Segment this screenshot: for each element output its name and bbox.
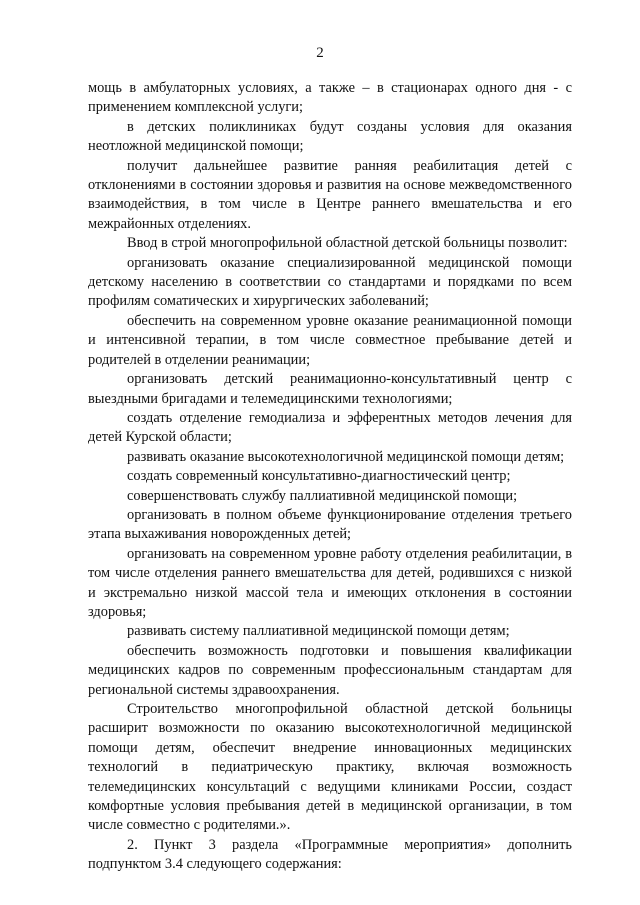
paragraph: развивать систему паллиативной медицинской помощи детям; <box>127 623 510 640</box>
paragraph: организовать детский реанимационно-консультативный центр с выездными бригадами и телемедицинскими технологиями; <box>88 371 572 407</box>
paragraph: 2. Пункт 3 раздела «Программные мероприятия» дополнить подпунктом 3.4 следующего содержания: <box>88 836 572 873</box>
paragraph: Строительство многопрофильной областной детской больницы расширит возможности по оказанию высокотехнологичной медицинской помощи детям, обеспечит внедрение инновационных медицинских технологий в педиатрическую практику, включая возможность телемедицинских консультаций с ведущими клиниками России, создаст комфортные условия пребывания детей в медицинской организации, в том числе совместно с родителями.». <box>88 701 572 834</box>
paragraph: организовать оказание специализированной медицинской помощи детскому населению в соответствии со стандартами и порядками по всем профилям соматических и хирургических заболеваний; <box>88 254 572 310</box>
paragraph: мощь в амбулаторных условиях, а также – в стационарах одного дня - с применением комплексной услуги; <box>88 80 572 116</box>
paragraph: обеспечить на современном уровне оказание реанимационной помощи и интенсивной терапии, в том числе совместное пребывание детей и родителей в отделении реанимации; <box>88 312 572 368</box>
paragraph: Ввод в строй многопрофильной областной детской больницы позволит: <box>127 235 568 252</box>
paragraph: обеспечить возможность подготовки и повышения квалификации медицинских кадров по современным профессиональным стандартам для региональной системы здравоохранения. <box>88 642 572 698</box>
paragraph: организовать в полном объеме функционирование отделения третьего этапа выхаживания новорожденных детей; <box>88 506 572 543</box>
document-body <box>88 79 572 875</box>
paragraph: развивать оказание высокотехнологичной медицинской помощи детям; <box>127 448 565 465</box>
paragraph: организовать на современном уровне работу отделения реабилитации, в том числе отделения раннего вмешательства для детей, родившихся с низкой и экстремально низкой массой тела и имеющих отклонения в состоянии здоровья; <box>88 545 572 620</box>
paragraph: совершенствовать службу паллиативной медицинской помощи; <box>127 487 518 504</box>
page-number: 2 <box>316 45 324 61</box>
paragraph: создать современный консультативно-диагностический центр; <box>127 468 511 485</box>
paragraph: создать отделение гемодиализа и эфферентных методов лечения для детей Курской области; <box>88 409 572 446</box>
paragraph: в детских поликлиниках будут созданы условия для оказания неотложной медицинской помощи; <box>88 118 572 155</box>
paragraph: получит дальнейшее развитие ранняя реабилитация детей с отклонениями в состоянии здоровья и развития на основе межведомственного взаимодействия, в том числе в Центре раннего вмешательства и его межрайонных отделениях. <box>88 157 572 232</box>
